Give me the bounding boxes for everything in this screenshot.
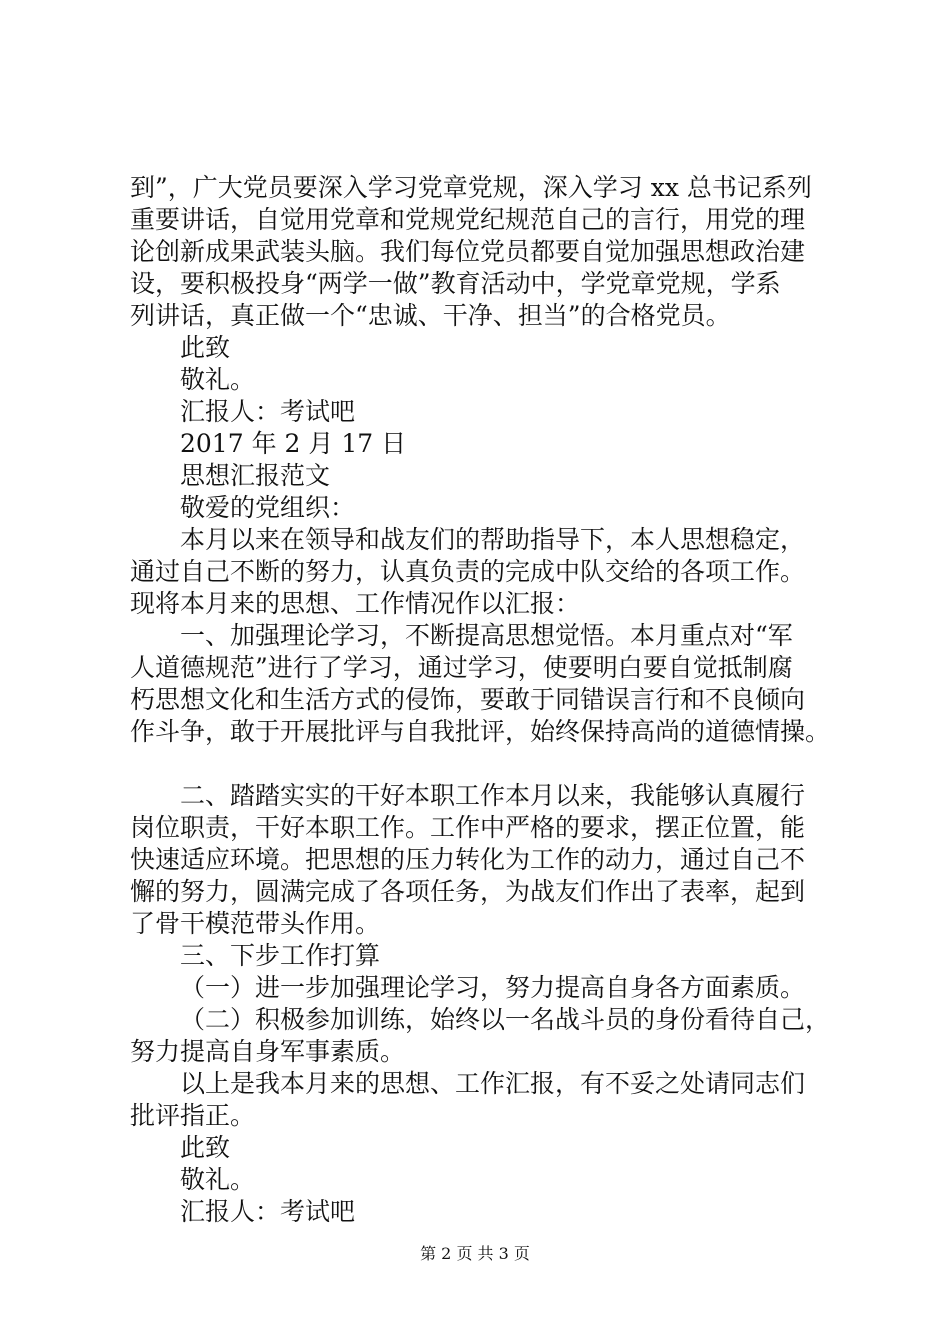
text-line: 到”，广大党员要深入学习党章党规，深入学习 xx 总书记系列 [130, 173, 812, 202]
text-line: 了骨干模范带头作用。 [130, 909, 381, 938]
closing-regards: 敬礼。 [180, 1165, 256, 1194]
text-line: 二、踏踏实实的干好本职工作本月以来，我能够认真履行 [180, 781, 806, 810]
greeting-line: 敬爱的党组织： [180, 493, 356, 522]
text-line: 快速适应环境。把思想的压力转化为工作的动力，通过自己不 [130, 845, 806, 874]
text-line: 一、加强理论学习，不断提高思想觉悟。本月重点对“军 [180, 621, 793, 650]
text-line: 懈的努力，圆满完成了各项任务，为战友们作出了表率，起到 [130, 877, 806, 906]
text-line: 朽思想文化和生活方式的侵饰，要敢于同错误言行和不良倾向 [130, 685, 806, 714]
text-line: 努力提高自身军事素质。 [130, 1037, 406, 1066]
text-line: 本月以来在领导和战友们的帮助指导下，本人思想稳定， [180, 525, 806, 554]
section-heading: 三、下步工作打算 [180, 941, 381, 970]
text-line: 论创新成果武装头脑。我们每位党员都要自觉加强思想政治建 [130, 237, 806, 266]
page-number-footer: 第 2 页 共 3 页 [420, 1244, 530, 1263]
text-line: 以上是我本月来的思想、工作汇报，有不妥之处请同志们 [180, 1069, 806, 1098]
section-title: 思想汇报范文 [180, 461, 331, 490]
text-line: 作斗争，敢于开展批评与自我批评，始终保持高尚的道德情操。 [130, 717, 831, 746]
date-line: 2017 年 2 月 17 日 [180, 429, 407, 458]
closing-regards: 敬礼。 [180, 365, 256, 394]
text-line: 批评指正。 [130, 1101, 256, 1130]
text-line: 人道德规范”进行了学习，通过学习，使要明白要自觉抵制腐 [130, 653, 793, 682]
text-line: 重要讲话，自觉用党章和党规党纪规范自己的言行，用党的理 [130, 205, 806, 234]
text-line: 现将本月来的思想、工作情况作以汇报： [130, 589, 581, 618]
closing-salutation: 此致 [180, 1133, 231, 1162]
text-line: 列讲话，真正做一个“忠诚、干净、担当”的合格党员。 [130, 301, 731, 330]
text-line: 通过自己不断的努力，认真负责的完成中队交给的各项工作。 [130, 557, 806, 586]
closing-salutation: 此致 [180, 333, 231, 362]
text-line: 设，要积极投身“两学一做”教育活动中，学党章党规，学系 [130, 269, 781, 298]
paragraph-gap [130, 748, 830, 780]
reporter-line: 汇报人：考试吧 [180, 397, 356, 426]
text-line: 岗位职责，干好本职工作。工作中严格的要求，摆正位置，能 [130, 813, 806, 842]
reporter-line: 汇报人：考试吧 [180, 1197, 356, 1226]
text-line: （二）积极参加训练，始终以一名战斗员的身份看待自己， [180, 1005, 831, 1034]
document-body [130, 172, 830, 1228]
text-line: （一）进一步加强理论学习，努力提高自身各方面素质。 [180, 973, 806, 1002]
